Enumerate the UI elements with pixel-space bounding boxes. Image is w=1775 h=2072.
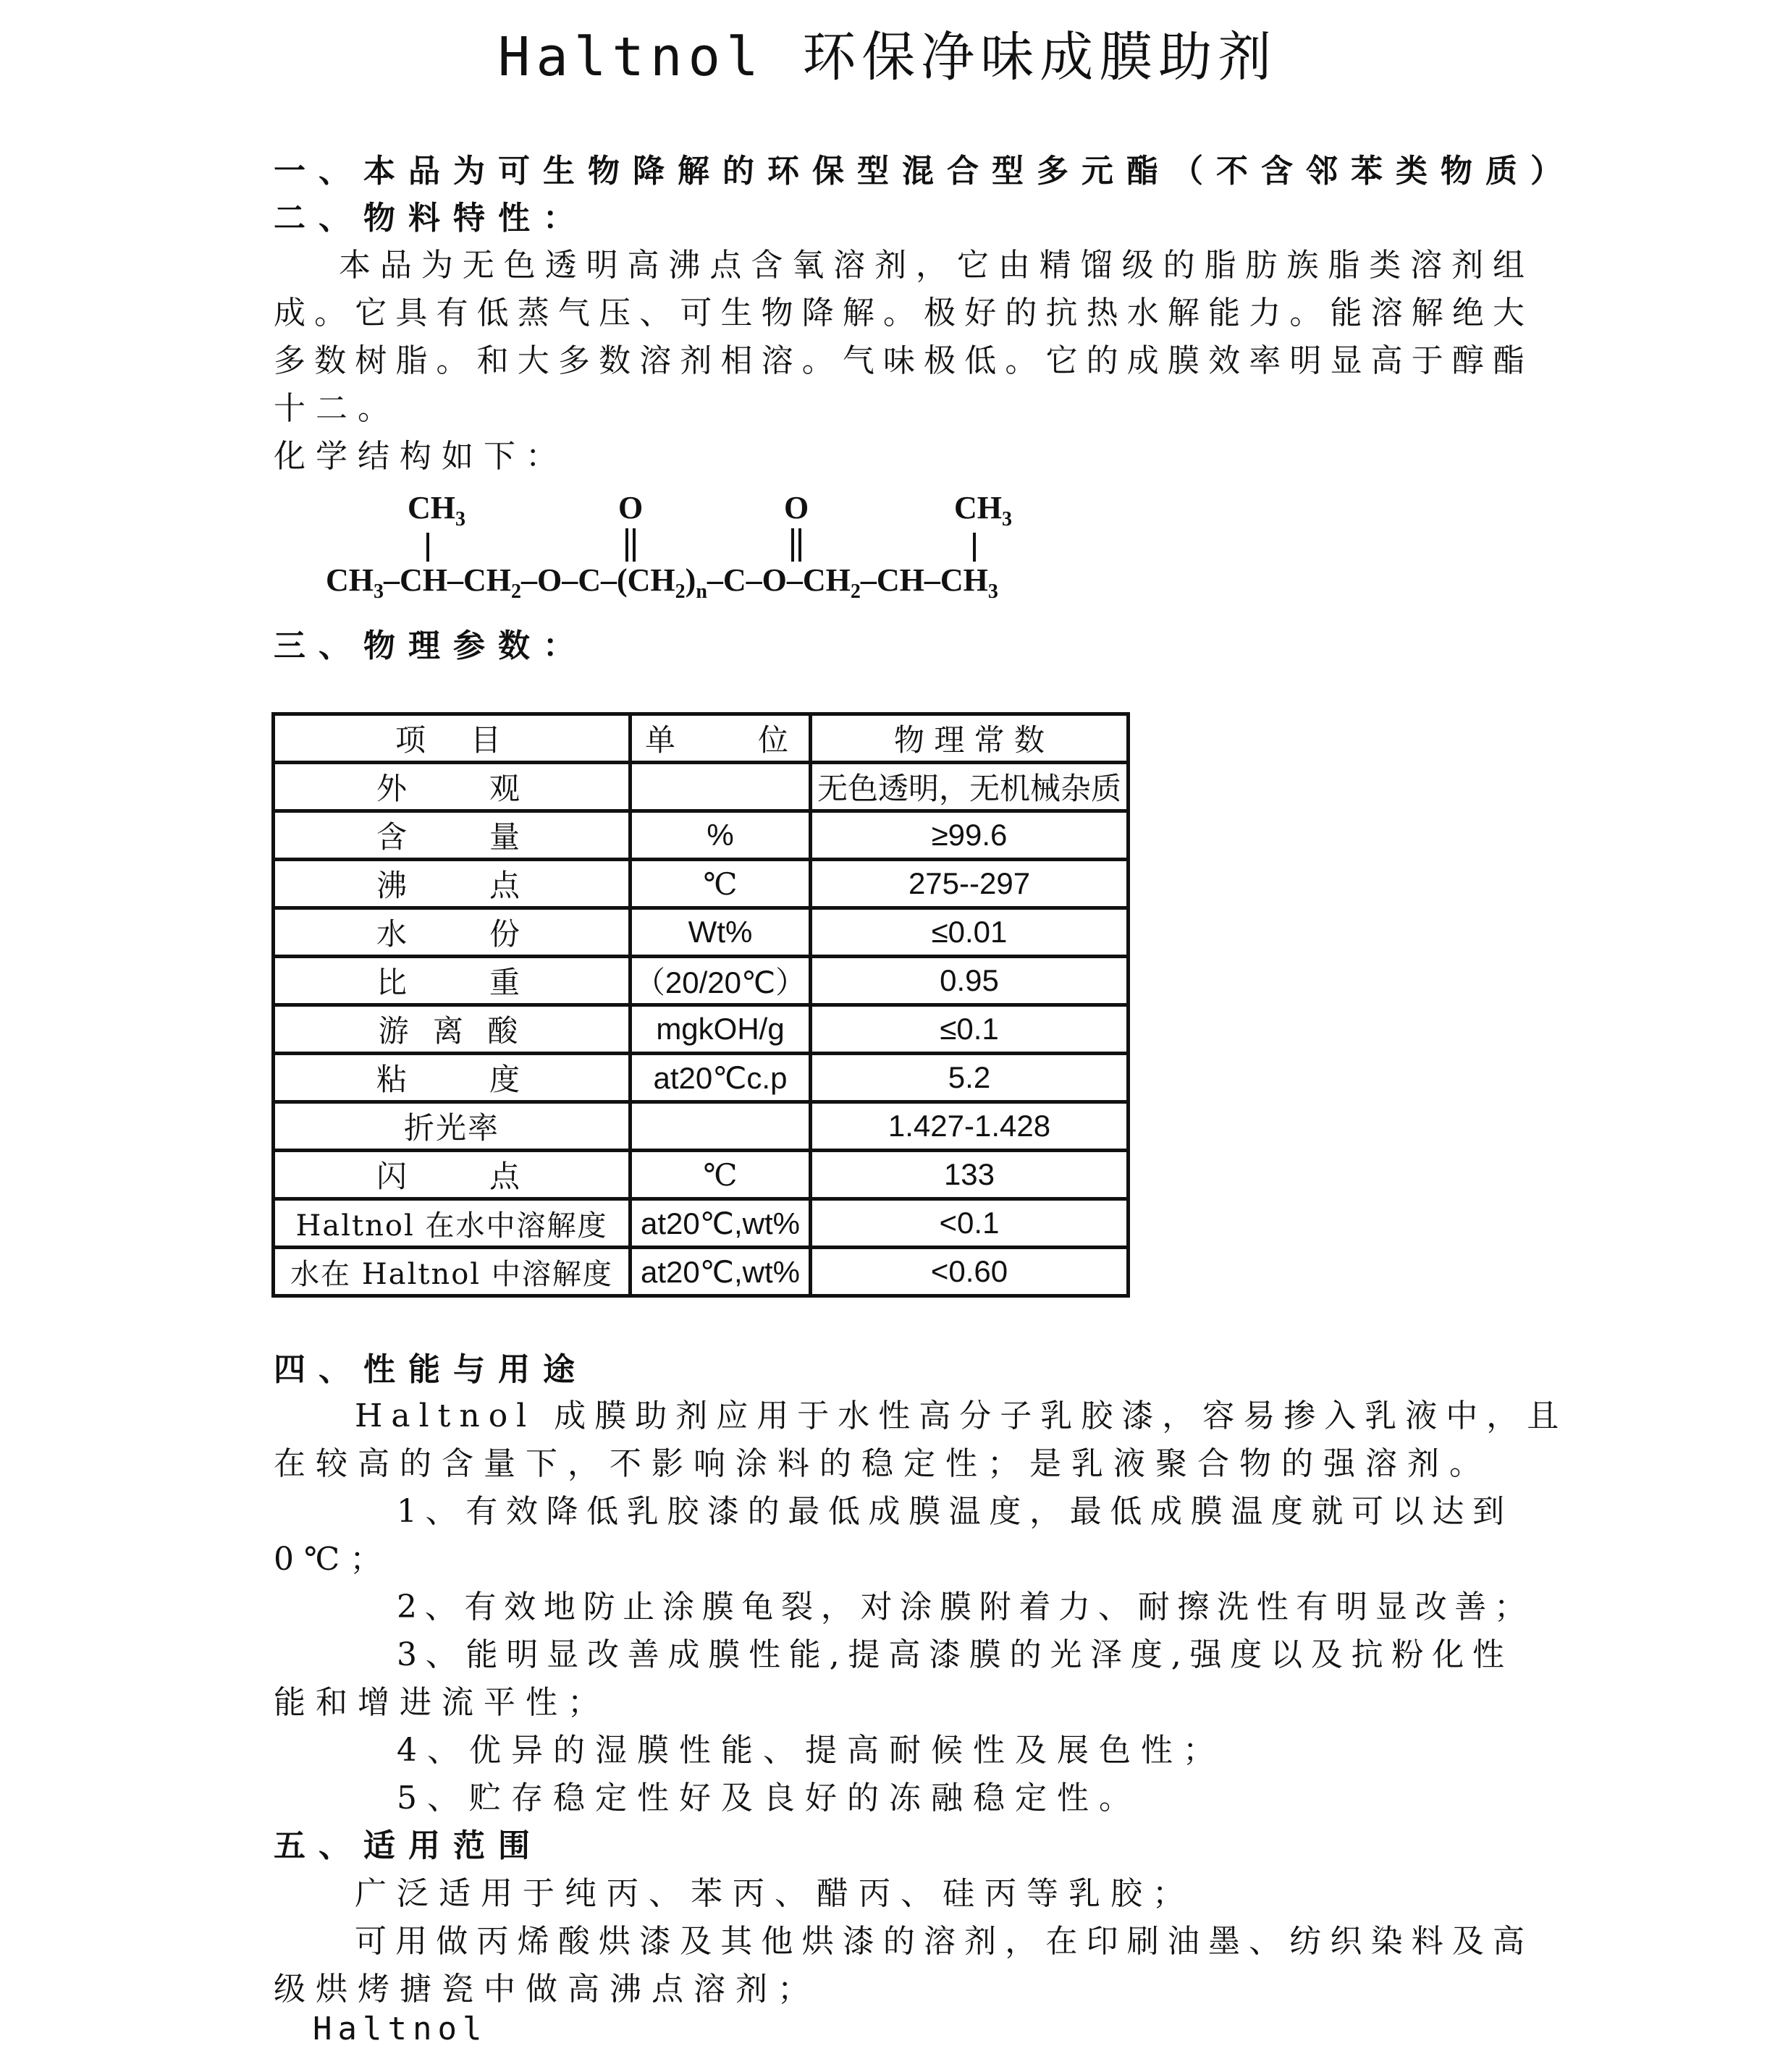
section-3-heading: 三、物理参数： [274, 627, 588, 664]
table-cell [631, 1102, 811, 1151]
table-cell: Wt% [631, 908, 811, 957]
table-header-row [274, 714, 1129, 763]
table-header-cell: 物 理 常 数 [811, 714, 1129, 763]
table-cell: （20/20℃） [631, 957, 811, 1005]
table-cell: 含 量 [274, 811, 631, 860]
paragraph-line: 可用做丙烯酸烘漆及其他烘漆的溶剂，在印刷油墨、纺织染料及高 [355, 1923, 1533, 1960]
table-header-cell: 项 目 [274, 714, 631, 763]
table-cell: 粘 度 [274, 1054, 631, 1102]
table-row [274, 1005, 1129, 1054]
table-cell: 133 [811, 1151, 1129, 1199]
table-row [274, 811, 1129, 860]
table-cell: at20℃,wt% [631, 1248, 811, 1296]
list-item: 0℃； [274, 1541, 392, 1578]
table-cell: 游 离 酸 [274, 1005, 631, 1054]
formula-o-right: O [784, 490, 809, 525]
section-1-heading: 一、本品为可生物降解的环保型混合型多元酯（不含邻苯类物质） [274, 153, 1575, 190]
paragraph-line: 成。它具有低蒸气压、可生物降解。极好的抗热水解能力。能溶解绝大 [274, 295, 1533, 331]
list-item: 1、有效降低乳胶漆的最低成膜温度，最低成膜温度就可以达到 [397, 1493, 1512, 1530]
list-item: 3、能明显改善成膜性能,提高漆膜的光泽度,强度以及抗粉化性 [397, 1636, 1512, 1673]
paragraph-line: 本品为无色透明高沸点含氧溶剂，它由精馏级的脂肪族脂类溶剂组 [339, 247, 1533, 284]
table-row [274, 908, 1129, 957]
table-cell: % [631, 811, 811, 860]
table-cell: ≥99.6 [811, 811, 1129, 860]
formula-main-chain: $CH_3-CH-CH_2-O-C-(CH_2)_n-C-O-CH_2-CH-CH_3$ [326, 562, 998, 603]
table-cell: 外 观 [274, 763, 631, 811]
formula-o-left: O [618, 490, 644, 525]
list-item: 2、有效地防止涂膜龟裂，对涂膜附着力、耐擦洗性有明显改善； [397, 1589, 1533, 1625]
section-5-heading: 五、适用范围 [274, 1827, 543, 1864]
table-row [274, 1151, 1129, 1199]
table-row [274, 860, 1129, 908]
formula-ch3-left: $CH_3$ [408, 490, 465, 530]
table-cell: 沸 点 [274, 860, 631, 908]
table-cell: mgkOH/g [631, 1005, 811, 1054]
table-cell: ℃ [631, 860, 811, 908]
physical-parameters-table [271, 712, 1130, 1298]
table-cell: ≤0.1 [811, 1005, 1129, 1054]
table-row [274, 957, 1129, 1005]
table-cell: <0.1 [811, 1199, 1129, 1248]
table-cell: 水 份 [274, 908, 631, 957]
table-cell: at20℃c.p [631, 1054, 811, 1102]
table-row [274, 1054, 1129, 1102]
table-cell: 无色透明，无机械杂质 [811, 763, 1129, 811]
paragraph-line: 级烘烤搪瓷中做高沸点溶剂； [274, 1971, 819, 2008]
table-cell: at20℃,wt% [631, 1199, 811, 1248]
list-item: 5、贮存稳定性好及良好的冻融稳定性。 [397, 1780, 1141, 1817]
table-cell: 1.427-1.428 [811, 1102, 1129, 1151]
table-row [274, 1102, 1129, 1151]
section-4-heading: 四、性能与用途 [274, 1351, 588, 1388]
table-cell [631, 763, 811, 811]
structure-label: 化学结构如下： [274, 438, 568, 475]
table-header-cell: 单 位 [631, 714, 811, 763]
table-cell: Haltnol 在水中溶解度 [274, 1199, 631, 1248]
table-cell: ℃ [631, 1151, 811, 1199]
table-row [274, 1248, 1129, 1296]
table-cell: 275--297 [811, 860, 1129, 908]
trailing-text: Haltnol [313, 2010, 488, 2047]
paragraph-line: 在较高的含量下，不影响涂料的稳定性；是乳液聚合物的强溶剂。 [274, 1445, 1491, 1482]
paragraph-line: 十二。 [274, 390, 400, 427]
table-cell: 5.2 [811, 1054, 1129, 1102]
paragraph-line: 多数树脂。和大多数溶剂相溶。气味极低。它的成膜效率明显高于醇酯 [274, 342, 1533, 379]
list-item: 4、优异的湿膜性能、提高耐候性及展色性； [397, 1732, 1225, 1769]
table-cell: 折光率 [274, 1102, 631, 1151]
table-cell: ≤0.01 [811, 908, 1129, 957]
table-row [274, 763, 1129, 811]
page-title: Haltnol 环保净味成膜助剂 [497, 26, 1278, 88]
list-item: 能和增进流平性； [274, 1684, 610, 1721]
table-cell: 水在 Haltnol 中溶解度 [274, 1248, 631, 1296]
chemical-structure-formula [274, 483, 1121, 606]
table-cell: 闪 点 [274, 1151, 631, 1199]
formula-ch3-right: $CH_3$ [954, 490, 1012, 530]
table-cell: 比 重 [274, 957, 631, 1005]
paragraph-line: 广泛适用于纯丙、苯丙、醋丙、硅丙等乳胶； [355, 1875, 1194, 1912]
table-cell: 0.95 [811, 957, 1129, 1005]
section-2-heading: 二、物料特性： [274, 200, 588, 237]
table-row [274, 1199, 1129, 1248]
table-cell: <0.60 [811, 1248, 1129, 1296]
paragraph-line: Haltnol 成膜助剂应用于水性高分子乳胶漆，容易掺入乳液中，且 [355, 1397, 1568, 1434]
